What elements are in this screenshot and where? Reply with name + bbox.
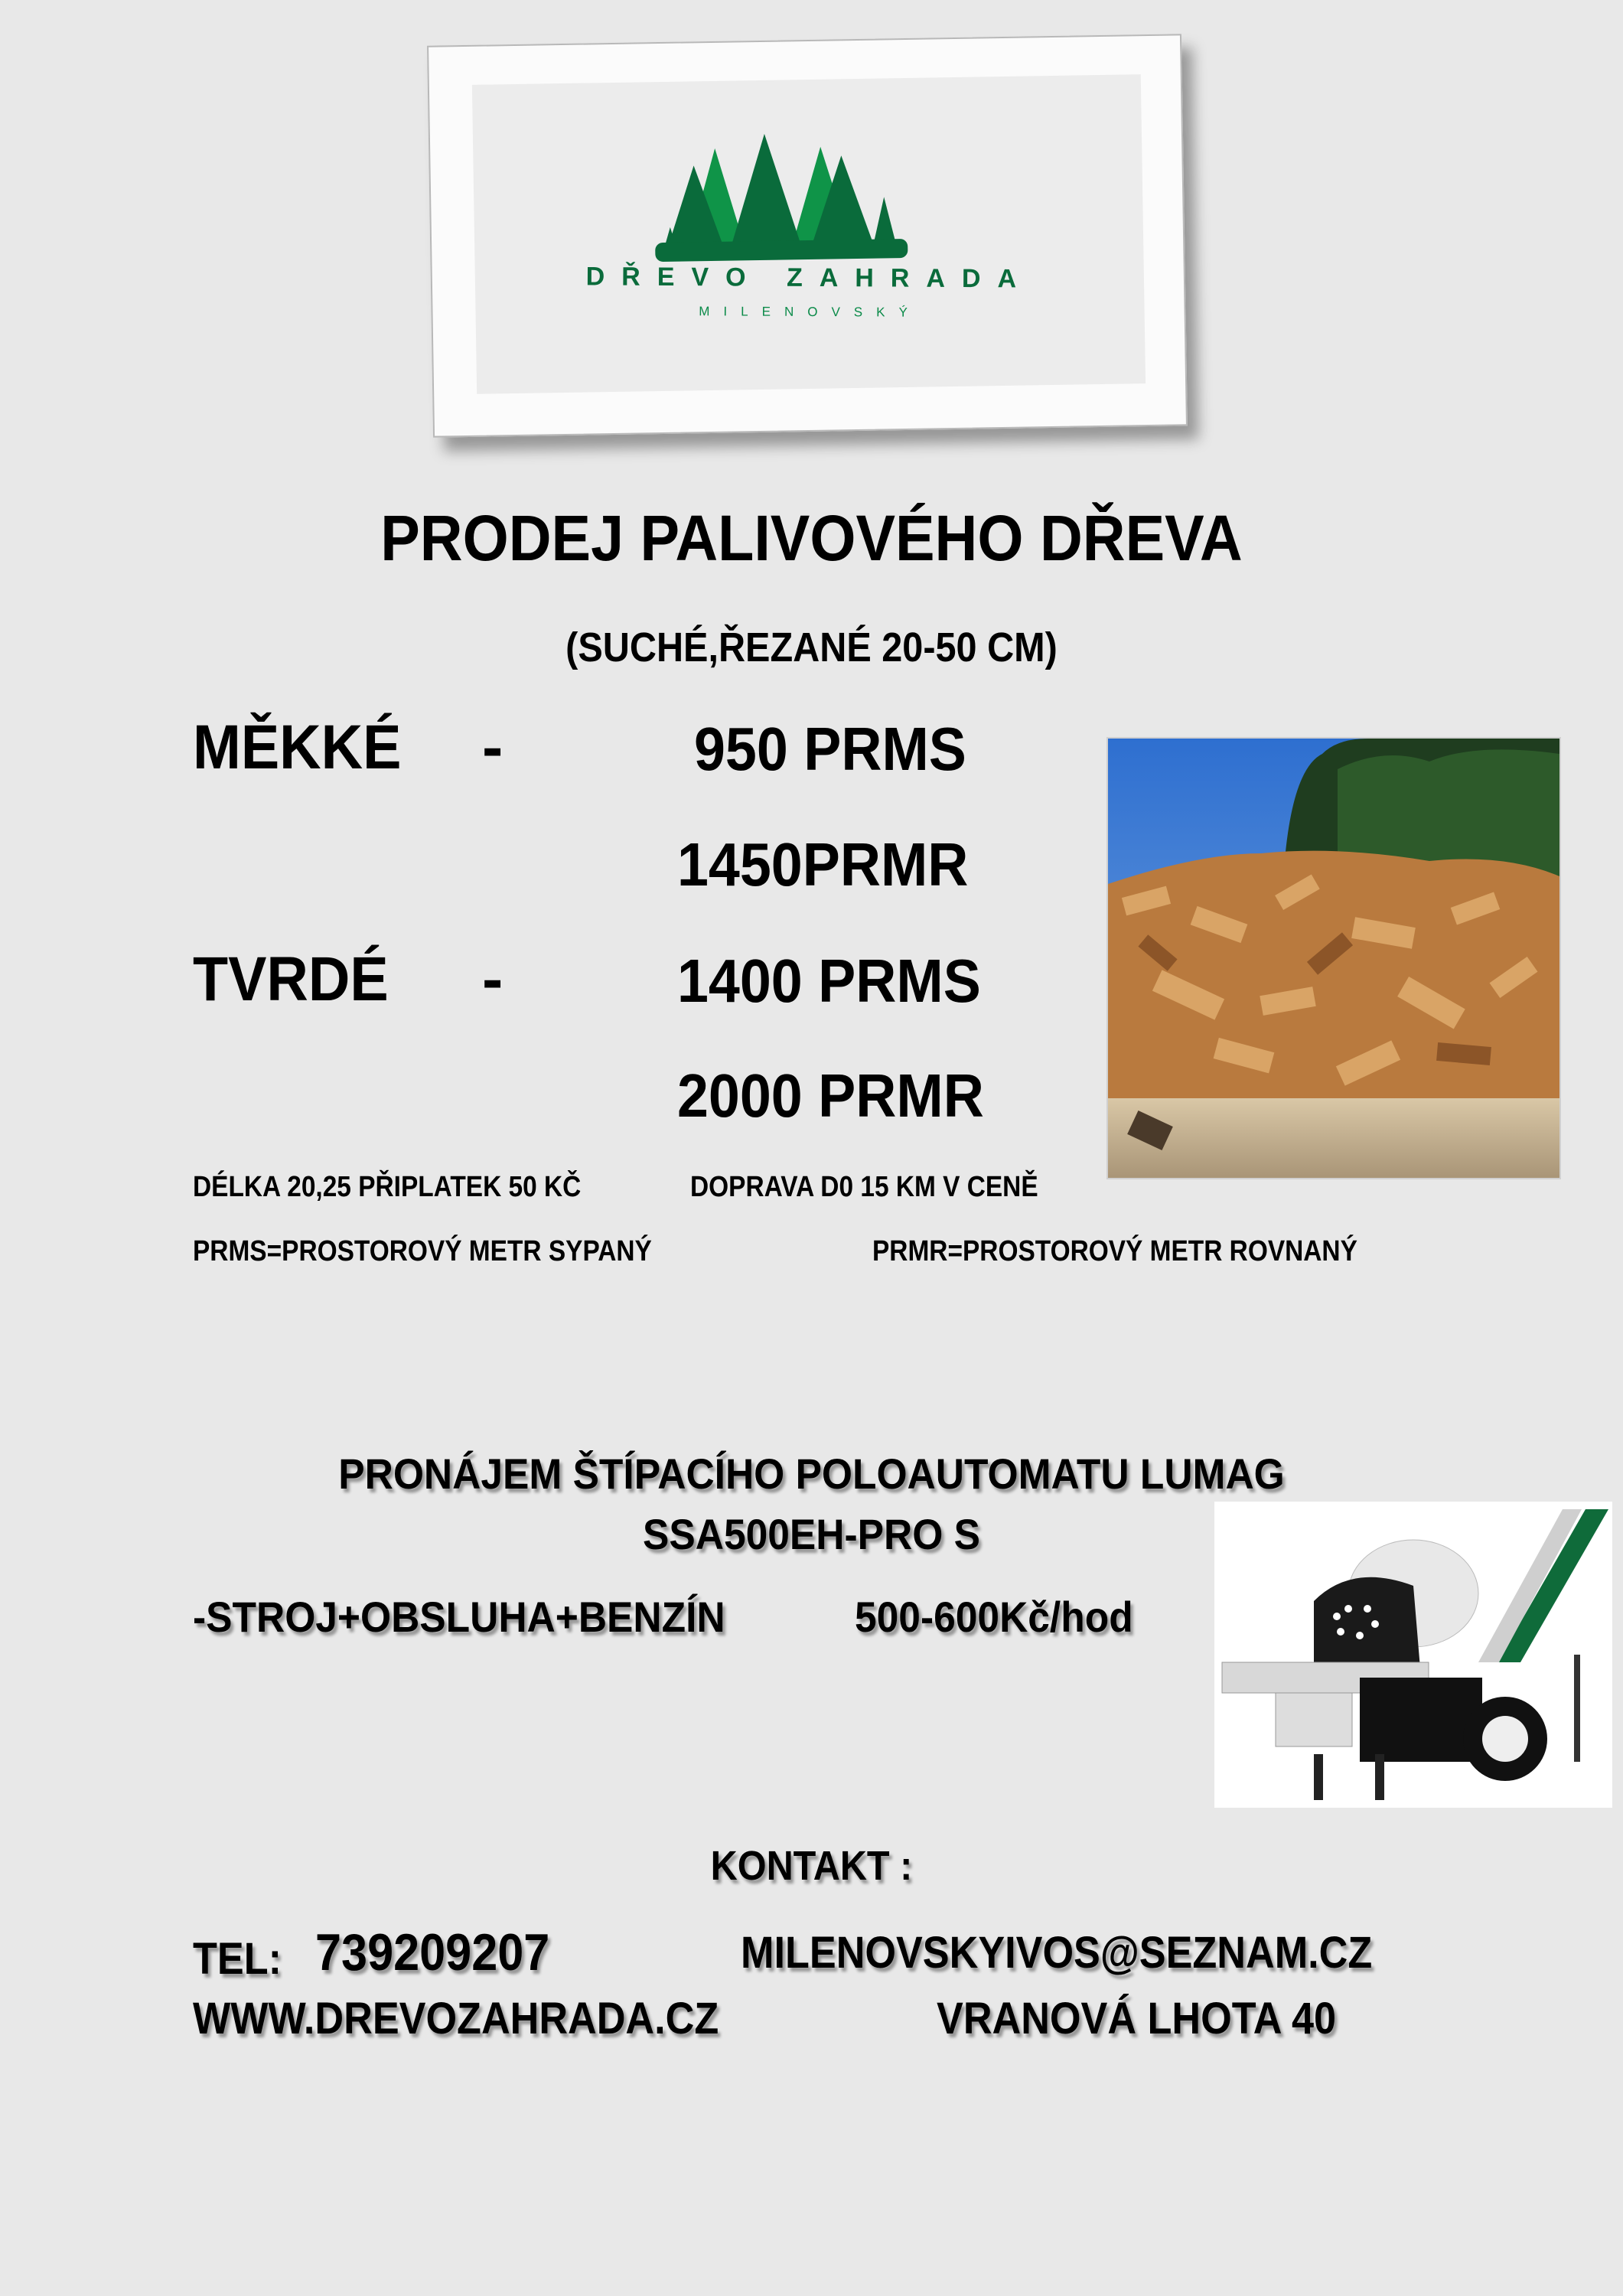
prmr-definition: PRMR=PROSTOROVÝ METR ROVNANÝ [872, 1235, 1357, 1267]
website-link[interactable]: WWW.DREVOZAHRADA.CZ [193, 1994, 719, 2043]
firewood-image [1108, 739, 1559, 1178]
soft-wood-label: MĚKKÉ [193, 713, 402, 782]
length-surcharge-note: DÉLKA 20,25 PŘIPLATEK 50 KČ [193, 1171, 582, 1203]
address: VRANOVÁ LHOTA 40 [937, 1994, 1337, 2043]
hard-wood-prms-price: 1400 PRMS [677, 947, 981, 1015]
brand-subtitle: MILENOVSKÝ [699, 304, 921, 320]
page-title: PRODEJ PALIVOVÉHO DŘEVA [380, 502, 1243, 574]
rental-title: PRONÁJEM ŠTÍPACÍHO POLOAUTOMATU LUMAG [338, 1450, 1285, 1498]
delivery-note: DOPRAVA D0 15 KM V CENĚ [690, 1171, 1038, 1203]
tel-label: TEL: [193, 1934, 282, 1984]
rental-includes: -STROJ+OBSLUHA+BENZÍN [193, 1593, 725, 1641]
page-subtitle: (SUCHÉ,ŘEZANÉ 20-50 CM) [565, 625, 1058, 670]
soft-wood-prms-price: 950 PRMS [694, 715, 966, 783]
prms-definition: PRMS=PROSTOROVÝ METR SYPANÝ [193, 1235, 652, 1267]
hard-wood-label: TVRDÉ [193, 944, 389, 1014]
rental-rate: 500-600Kč/hod [855, 1593, 1133, 1641]
contact-heading: KONTAKT : [710, 1843, 913, 1889]
log-splitter-machine-photo [1214, 1502, 1612, 1808]
firewood-pile-photo [1106, 737, 1561, 1179]
pine-trees-logo-icon [623, 130, 992, 266]
machine-image [1214, 1502, 1612, 1808]
hard-wood-dash: - [482, 944, 504, 1014]
rental-model: SSA500EH-PRO S [643, 1510, 980, 1558]
email-link[interactable]: MILENOVSKYIVOS@SEZNAM.CZ [741, 1928, 1373, 1978]
logo-panel [472, 74, 1146, 394]
brand-name: DŘEVO ZAHRADA [585, 262, 1034, 294]
phone-number[interactable]: 739209207 [315, 1923, 550, 1981]
soft-wood-prmr-price: 1450PRMR [677, 830, 969, 899]
logo-card [427, 34, 1188, 437]
soft-wood-dash: - [482, 713, 504, 782]
hard-wood-prmr-price: 2000 PRMR [677, 1062, 984, 1130]
